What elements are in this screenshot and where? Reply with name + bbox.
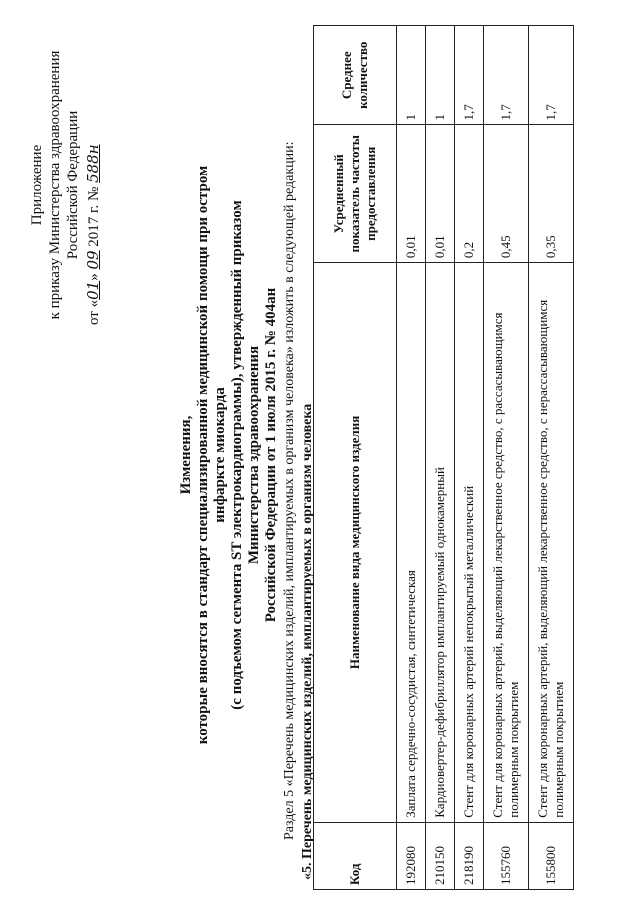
document-title — [178, 155, 280, 755]
order-number: 588н — [84, 144, 102, 183]
section-heading: «5. Перечень медицинских изделий, имплантируемых в организм человека — [300, 403, 315, 880]
table-row — [529, 26, 574, 890]
table-header-row — [314, 26, 397, 890]
appendix-heading: Приложение — [29, 144, 45, 226]
date-mid: » — [86, 269, 102, 281]
cell-frequency: 0,01 — [426, 125, 455, 263]
intro-paragraph: Раздел 5 «Перечень медицинских изделий, имплантируемых в организм человека» изложить в следующей редакции: — [282, 141, 297, 840]
cell-quantity: 1 — [397, 26, 426, 126]
cell-name: Стент для коронарных артерий, выделяющий лекарственное средство, с нерассасывающимся полимерным покрытием — [529, 263, 574, 823]
cell-frequency: 0,01 — [397, 125, 426, 263]
cell-quantity: 1,7 — [529, 26, 574, 126]
cell-quantity: 1 — [426, 26, 455, 126]
date-year: 2017 г. № — [86, 182, 102, 251]
cell-name: Стент для коронарных артерий непокрытый металлический — [455, 263, 484, 823]
title-line-1: Изменения, — [178, 415, 194, 495]
cell-frequency: 0,35 — [529, 125, 574, 263]
cell-code: 192080 — [397, 822, 426, 889]
cell-code: 210150 — [426, 822, 455, 889]
table-row — [484, 26, 529, 890]
cell-code: 155800 — [529, 822, 574, 889]
appendix-date-line — [84, 25, 103, 345]
appendix-block — [28, 25, 103, 345]
header-quantity: Среднее количество — [314, 26, 397, 126]
header-frequency: Усредненный показатель частоты предоставления — [314, 125, 397, 263]
cell-name: Стент для коронарных артерий, выделяющий лекарственное средство, с рассасывающимся полимерным покрытием — [484, 263, 529, 823]
title-line-4: Российской Федерации от 1 июля 2015 г. № 404ан — [263, 287, 279, 623]
title-line-3: (с подъемом сегмента ST электрокардиограммы), утвержденный приказом Министерства здравоохранения — [229, 200, 262, 710]
cell-frequency: 0,45 — [484, 125, 529, 263]
appendix-federation-line: Российской Федерации — [65, 110, 81, 260]
appendix-order-line: к приказу Министерства здравоохранения — [47, 50, 63, 320]
cell-name: Заплата сердечно-сосудистая, синтетическая — [397, 263, 426, 823]
title-line-2: которые вносятся в стандарт специализированной медицинской помощи при остром инфаркте миокарда — [195, 165, 228, 745]
date-day: 01 — [84, 280, 102, 300]
header-name: Наименование вида медицинского изделия — [314, 263, 397, 823]
cell-frequency: 0,2 — [455, 125, 484, 263]
date-prefix: от « — [86, 299, 102, 325]
table-row — [397, 26, 426, 890]
table-row — [426, 26, 455, 890]
devices-table — [313, 25, 574, 890]
cell-code: 218190 — [455, 822, 484, 889]
cell-quantity: 1,7 — [455, 26, 484, 126]
cell-quantity: 1,7 — [484, 26, 529, 126]
cell-code: 155760 — [484, 822, 529, 889]
header-code: Код — [314, 822, 397, 889]
date-month: 09 — [84, 250, 102, 270]
table-row — [455, 26, 484, 890]
cell-name: Кардиовертер-дефибриллятор имплантируемый однокамерный — [426, 263, 455, 823]
